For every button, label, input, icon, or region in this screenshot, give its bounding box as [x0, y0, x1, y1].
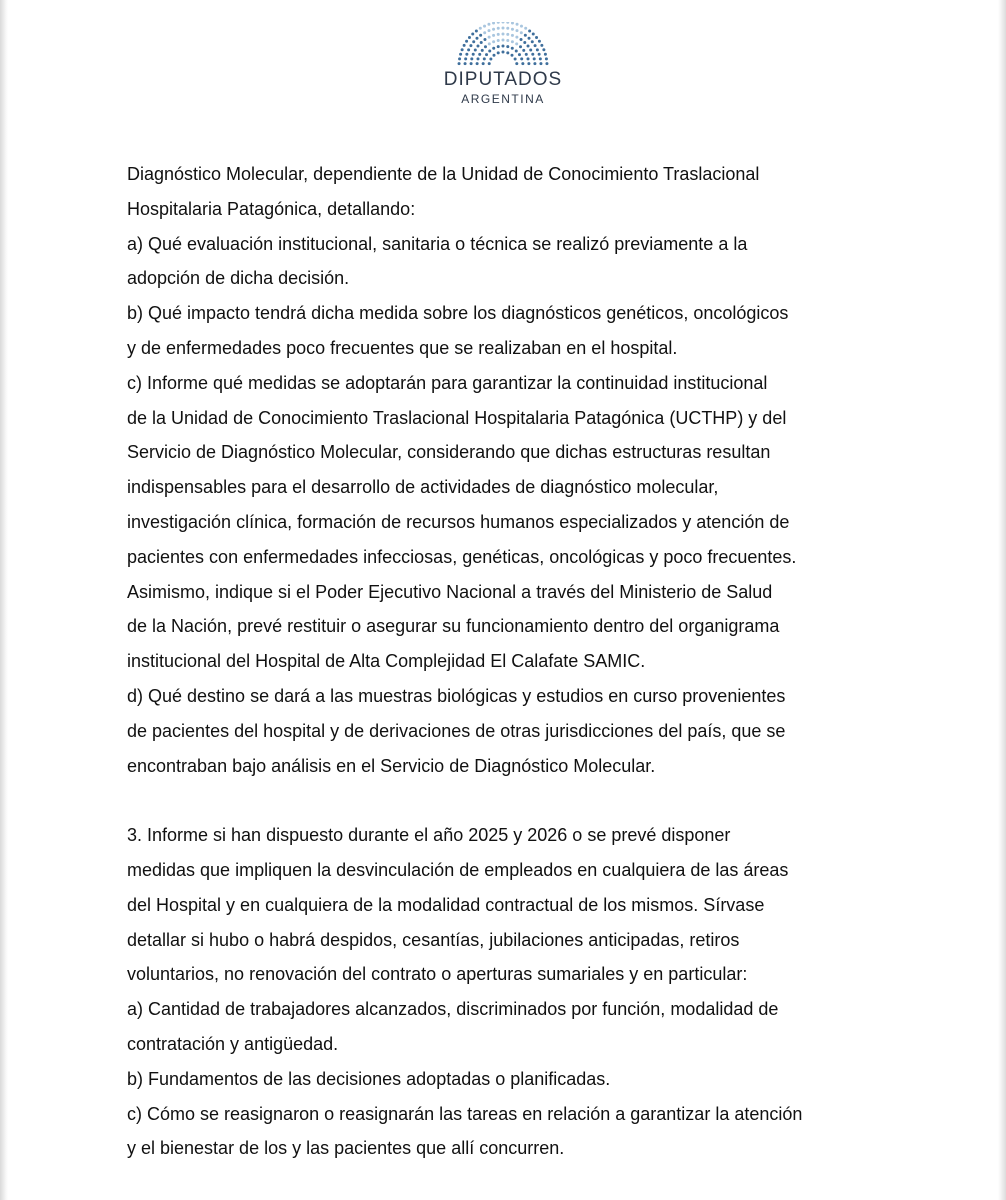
logo-seat-dot — [471, 33, 474, 36]
text-line: 3. Informe si han dispuesto durante el año 2025 y 2026 o se prevé disponer — [127, 825, 731, 846]
logo-seat-dot — [476, 62, 479, 65]
text-line: institucional del Hospital de Alta Complejidad El Calafate SAMIC. — [127, 651, 646, 672]
logo-seat-dot — [479, 27, 482, 30]
logo-seat-dot — [488, 29, 491, 32]
logo-seat-dot — [502, 33, 505, 36]
logo-seat-dot — [467, 48, 470, 51]
logo-seat-dot — [534, 44, 537, 47]
text-line: Servicio de Diagnóstico Molecular, considerando que dichas estructuras resultan — [127, 442, 771, 463]
logo-seat-dot — [479, 34, 482, 37]
logo-seat-dot — [497, 51, 500, 54]
logo-seat-dot — [478, 53, 481, 56]
logo-seat-dot — [475, 29, 478, 32]
logo-subtitle: ARGENTINA — [461, 92, 545, 106]
logo-seat-dot — [492, 22, 495, 25]
logo-seat-dot — [464, 57, 467, 60]
logo-seat-dot — [464, 62, 467, 65]
logo-seat-dot — [511, 54, 514, 57]
page-edge-right — [998, 0, 1006, 1200]
document-body — [127, 157, 887, 1166]
text-line: medidas que impliquen la desvinculación de empleados en cualquiera de las áreas — [127, 859, 789, 880]
logo-seat-dot — [525, 53, 528, 56]
logo-seat-dot — [488, 62, 491, 65]
logo-seat-dot — [533, 57, 536, 60]
logo-seat-dot — [506, 22, 509, 24]
logo-seat-dot — [497, 22, 500, 24]
logo-seat-dot — [532, 33, 535, 36]
logo-seat-dot — [487, 23, 490, 26]
logo-seat-dot — [483, 57, 486, 60]
logo-seat-dot — [476, 45, 479, 48]
logo-seat-dot — [528, 37, 531, 40]
logo-seat-dot — [540, 44, 543, 47]
logo-seat-dot — [516, 23, 519, 26]
text-line: pacientes con enfermedades infecciosas, genéticas, oncológicas y poco frecuentes. — [127, 546, 797, 567]
logo-seat-dot — [502, 39, 505, 42]
text-line: detallar si hubo o habrá despidos, cesantías, jubilaciones anticipadas, retiros — [127, 929, 740, 950]
logo-seat-dot — [521, 62, 524, 65]
logo-seat-dot — [502, 27, 505, 30]
logo-seat-dot — [492, 28, 495, 31]
logo-seat-dot — [511, 34, 514, 37]
logo-seat-dot — [484, 45, 487, 48]
logo-seat-dot — [488, 42, 491, 45]
logo-seat-dot — [529, 49, 532, 52]
logo-seat-dot — [506, 27, 509, 30]
logo-seat-dot — [482, 62, 485, 65]
text-line: de la Nación, prevé restituir o asegurar su funcionamiento dentro del organigrama — [127, 616, 780, 637]
logo-seat-dot — [515, 42, 518, 45]
logo-seat-dot — [492, 34, 495, 37]
logo-seat-dot — [520, 31, 523, 34]
logo-seat-dot — [492, 40, 495, 43]
logo-seat-dot — [524, 34, 527, 37]
logo-seat-dot — [528, 29, 531, 32]
logo-seat-dot — [535, 36, 538, 39]
logo-seat-dot — [465, 40, 468, 43]
logo-seat-dot — [483, 31, 486, 34]
logo-seat-dot — [480, 41, 483, 44]
text-line: b) Qué impacto tendrá dicha medida sobre los diagnósticos genéticos, oncológicos — [127, 303, 789, 324]
text-line: encontraban bajo análisis en el Servicio de Diagnóstico Molecular. — [127, 755, 656, 776]
logo-seat-dot — [475, 37, 478, 40]
logo-seat-dot — [542, 48, 545, 51]
text-line: de la Unidad de Conocimiento Traslacional Hospitalaria Patagónica (UCTHP) y del — [127, 407, 787, 428]
logo-seat-dot — [545, 62, 548, 65]
logo-seat-dot — [488, 36, 491, 39]
logo-seat-dot — [536, 48, 539, 51]
logo-seat-dot — [502, 22, 505, 24]
logo-seat-dot — [492, 47, 495, 50]
logo-seat-dot — [533, 62, 536, 65]
logo-seat-dot — [518, 53, 521, 56]
logo-seat-dot — [520, 25, 523, 28]
text-line: de pacientes del hospital y de derivaciones de otras jurisdicciones del país, que se — [127, 720, 786, 741]
logo-seat-dot — [497, 33, 500, 36]
logo-seat-dot — [538, 53, 541, 56]
logo-seat-dot — [502, 51, 505, 54]
logo-seat-dot — [506, 51, 509, 54]
logo-seat-dot — [470, 57, 473, 60]
logo-seat-dot — [483, 25, 486, 28]
logo-seat-dot — [489, 58, 492, 61]
text-line: y de enfermedades poco frecuentes que se realizaban en el hospital. — [127, 337, 678, 358]
text-line: c) Cómo se reasignaron o reasignarán las tareas en relación a garantizar la atención — [127, 1103, 803, 1124]
logo-seat-dot — [465, 53, 468, 56]
logo-seat-dot — [511, 28, 514, 31]
text-line: y el bienestar de los y las pacientes que allí concurren. — [127, 1138, 565, 1159]
diputados-logo — [443, 22, 563, 118]
page-edge-left — [0, 0, 8, 1200]
logo-seat-dot — [497, 45, 500, 48]
text-line: indispensables para el desarrollo de actividades de diagnóstico molecular, — [127, 477, 719, 498]
logo-seat-dot — [523, 41, 526, 44]
logo-seat-dot — [520, 57, 523, 60]
logo-seat-dot — [485, 53, 488, 56]
text-line: Hospitalaria Patagónica, detallando: — [127, 198, 416, 219]
logo-seat-dot — [544, 53, 547, 56]
logo-seat-dot — [527, 62, 530, 65]
logo-seat-dot — [458, 62, 461, 65]
logo-seat-dot — [470, 62, 473, 65]
logo-seat-dot — [459, 53, 462, 56]
text-line: investigación clínica, formación de recursos humanos especializados y atención de — [127, 511, 790, 532]
logo-seat-dot — [515, 50, 518, 53]
logo-seat-dot — [506, 45, 509, 48]
text-line: b) Fundamentos de las decisiones adoptadas o planificadas. — [127, 1068, 611, 1089]
text-line: c) Informe qué medidas se adoptarán para garantizar la continuidad institucional — [127, 372, 768, 393]
text-line: adopción de dicha decisión. — [127, 268, 350, 289]
logo-seat-dot — [463, 44, 466, 47]
logo-seat-dot — [472, 40, 475, 43]
logo-seat-dot — [483, 38, 486, 41]
logo-seat-dot — [515, 29, 518, 32]
logo-seat-dot — [497, 39, 500, 42]
logo-seat-dot — [539, 62, 542, 65]
logo-seat-dot — [531, 53, 534, 56]
logo-seat-dot — [539, 57, 542, 60]
text-line: Asimismo, indique si el Poder Ejecutivo Nacional a través del Ministerio de Salud — [127, 581, 773, 602]
logo-seat-dot — [458, 57, 461, 60]
logo-seat-dot — [468, 36, 471, 39]
logo-seat-dot — [472, 53, 475, 56]
logo-seat-dot — [511, 22, 514, 25]
logo-seat-dot — [514, 58, 517, 61]
text-line: del Hospital y en cualquiera de la modalidad contractual de los mismos. Sírvase — [127, 894, 765, 915]
logo-seat-dot — [524, 27, 527, 30]
logo-seat-dot — [476, 57, 479, 60]
section-unit-details — [127, 157, 887, 783]
logo-seat-dot — [519, 45, 522, 48]
logo-seat-dot — [506, 39, 509, 42]
logo-seat-dot — [481, 49, 484, 52]
text-line: a) Qué evaluación institucional, sanitaria o técnica se realizó previamente a la — [127, 233, 748, 254]
logo-seat-dot — [461, 48, 464, 51]
logo-seat-dot — [497, 27, 500, 30]
logo-seat-dot — [531, 40, 534, 43]
logo-seat-dot — [545, 57, 548, 60]
text-line: Diagnóstico Molecular, dependiente de la Unidad de Conocimiento Traslacional — [127, 164, 760, 184]
text-line: voluntarios, no renovación del contrato o aperturas sumariales y en particular: — [127, 964, 748, 985]
hemicycle-logo-icon — [451, 22, 555, 66]
logo-seat-dot — [527, 45, 530, 48]
logo-seat-dot — [527, 57, 530, 60]
logo-seat-dot — [515, 62, 518, 65]
text-line: contratación y antigüedad. — [127, 1033, 339, 1054]
logo-seat-dot — [502, 45, 505, 48]
logo-seat-dot — [511, 40, 514, 43]
logo-seat-dot — [469, 44, 472, 47]
logo-seat-dot — [474, 49, 477, 52]
logo-seat-dot — [511, 47, 514, 50]
logo-seat-dot — [515, 36, 518, 39]
logo-seat-dot — [538, 40, 541, 43]
logo-title: DIPUTADOS — [443, 69, 563, 90]
logo-seat-dot — [493, 54, 496, 57]
logo-seat-dot — [520, 38, 523, 41]
text-line: a) Cantidad de trabajadores alcanzados, discriminados por función, modalidad de — [127, 999, 779, 1020]
section-3-employees — [127, 818, 887, 1166]
paragraph-gap — [127, 783, 887, 818]
logo-seat-dot — [506, 33, 509, 36]
logo-seat-dot — [522, 49, 525, 52]
text-line: d) Qué destino se dará a las muestras biológicas y estudios en curso provenientes — [127, 685, 786, 706]
logo-seat-dot — [488, 50, 491, 53]
